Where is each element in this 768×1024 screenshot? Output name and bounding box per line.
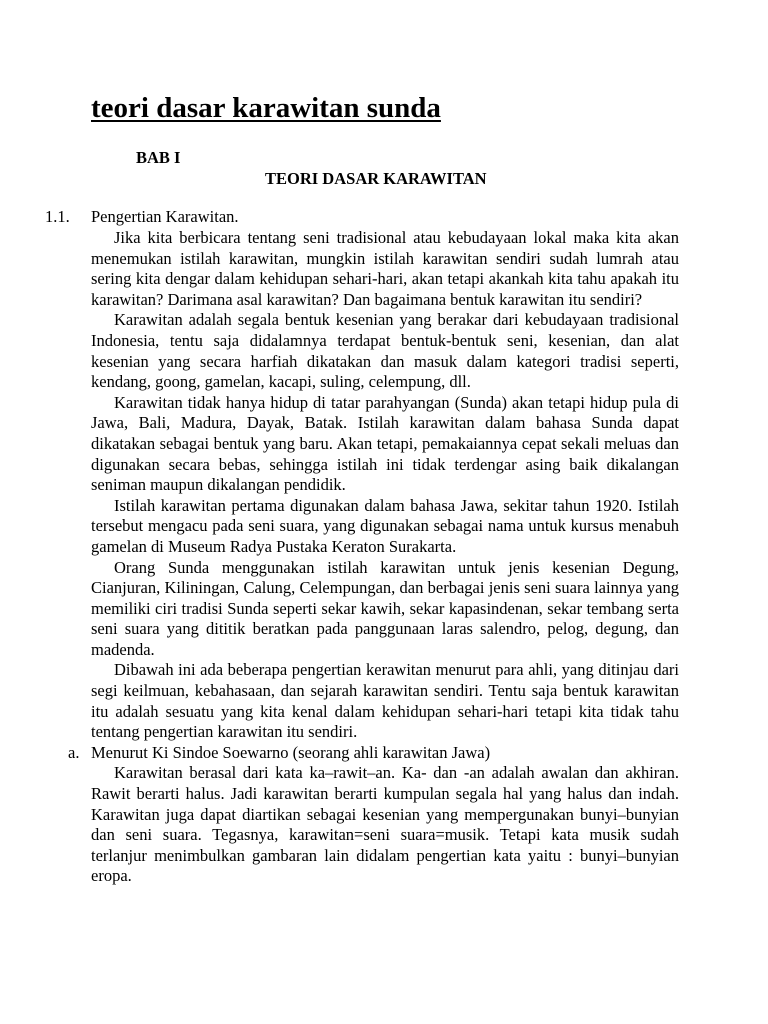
paragraph: Karawitan berasal dari kata ka–rawit–an. Ka- dan -an adalah awalan dan akhiran. Rawit berarti halus. Jadi karawitan berarti kumpulan segala hal yang halus dan indah. Karawitan juga dapat diartikan sebagai kesenian yang mempergunakan bunyi–bunyian dan seni suara. Tegasnya, karawitan=seni suara=musik. Tetapi kata musik sudah terlanjur menimbulkan gambaran lain didalam pengertian kata yaitu : bunyi–bunyian eropa. <box>91 763 679 886</box>
list-marker: a. <box>68 742 80 762</box>
chapter-label: BAB I <box>136 148 181 167</box>
section-heading: Pengertian Karawitan. <box>91 207 239 226</box>
paragraph: Istilah karawitan pertama digunakan dalam bahasa Jawa, sekitar tahun 1920. Istilah tersebut mengacu pada seni suara, yang digunakan sebagai nama untuk kursus menabuh gamelan di Museum Radya Pustaka Keraton Surakarta. <box>91 495 679 556</box>
paragraph: Karawitan tidak hanya hidup di tatar parahyangan (Sunda) akan tetapi hidup pula di Jawa, Bali, Madura, Dayak, Batak. Istilah karawitan dalam bahasa Sunda dapat dikatakan sebagai bentuk yang baru. Akan tetapi, pemakaiannya cepat sekali meluas dan digunakan secara bebas, sehingga istilah ini tidak terdengar asing baik dikalangan seniman maupun dikalangan pendidik. <box>91 392 679 495</box>
paragraph: Karawitan adalah segala bentuk kesenian yang berakar dari kebudayaan tradisional Indonesia, tentu saja didalamnya terdapat bentuk-bentuk seni, kesenian, dan alat kesenian yang secara harfiah dikatakan dan masuk dalam kategori tradisi seperti, kendang, goong, gamelan, kacapi, suling, celempung, dll. <box>91 310 679 392</box>
body-text <box>68 228 679 887</box>
paragraph: Orang Sunda menggunakan istilah karawitan untuk jenis kesenian Degung, Cianjuran, Kiliningan, Calung, Celempungan, dan berbagai jenis seni suara lainnya yang memiliki ciri tradisi Sunda seperti sekar kawih, sekar kapasindenan, sekar tembang serta seni suara yang dititik beratkan pada panggunaan laras salendro, pelog, degung, dan madenda. <box>91 557 679 659</box>
list-item-text: Menurut Ki Sindoe Soewarno (seorang ahli karawitan Jawa) <box>91 742 491 762</box>
chapter-title: TEORI DASAR KARAWITAN <box>265 169 487 188</box>
section-number: 1.1. <box>45 207 70 226</box>
paragraph: Dibawah ini ada beberapa pengertian kerawitan menurut para ahli, yang ditinjau dari segi keilmuan, kebahasaan, dan sejarah karawitan sendiri. Tentu saja bentuk karawitan itu adalah sesuatu yang kita kenal dalam kehidupan sehari-hari tetapi kita tidak tahu tentang pengertian karawitan itu sendiri. <box>91 660 679 742</box>
list-item <box>68 742 679 764</box>
document-title: teori dasar karawitan sunda <box>91 92 441 124</box>
paragraph: Jika kita berbicara tentang seni tradisional atau kebudayaan lokal maka kita akan menemukan istilah karawitan, mungkin istilah karawitan sendiri sudah lumrah atau sering kita dengar dalam kehidupan sehari-hari, akan tetapi akankah kita tahu apakah itu karawitan? Darimana asal karawitan? Dan bagaimana bentuk karawitan itu sendiri? <box>91 228 679 309</box>
